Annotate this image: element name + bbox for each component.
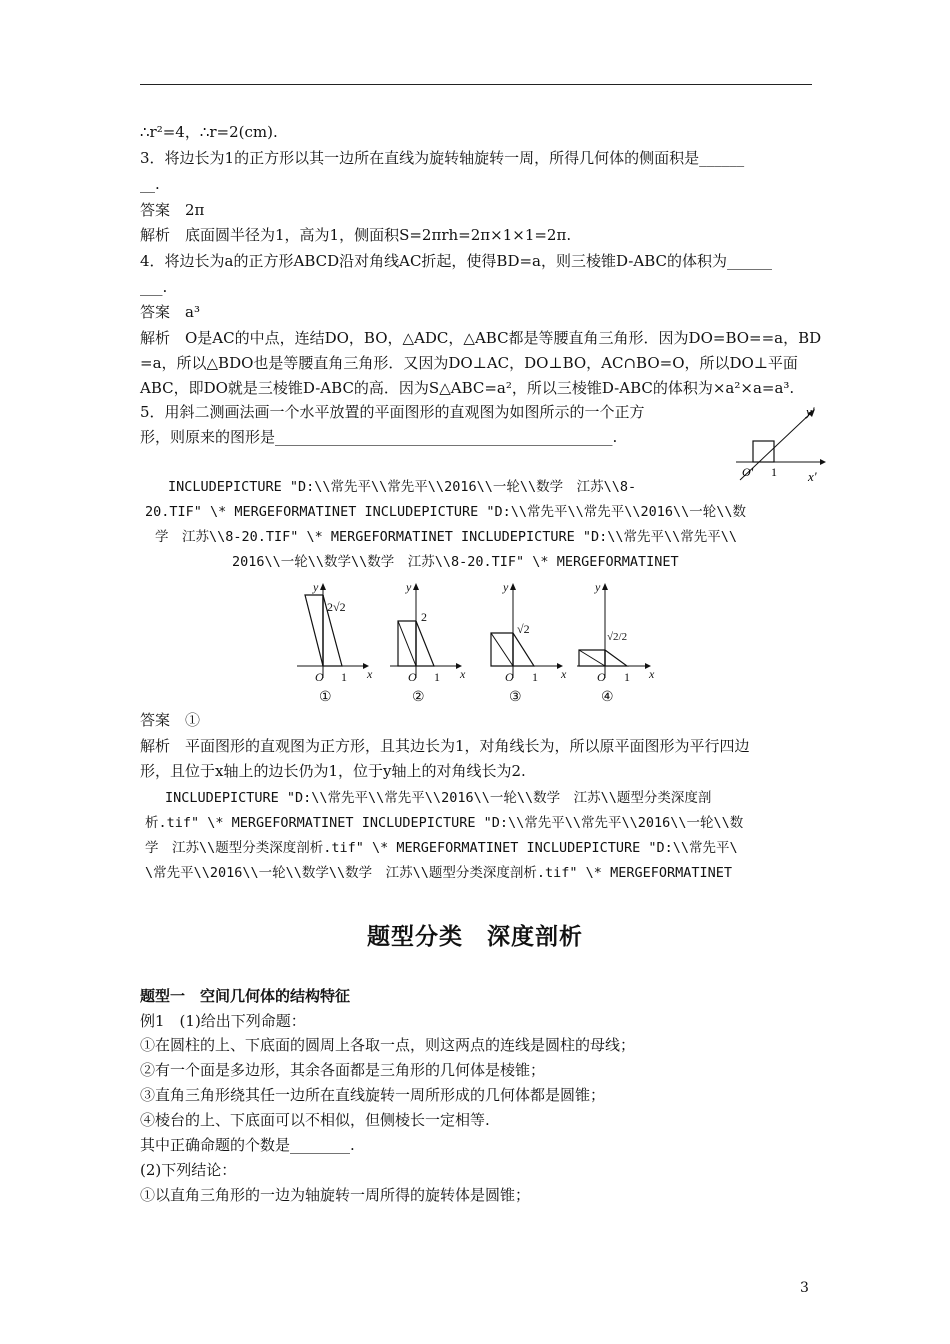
option-number: ④ — [601, 690, 614, 705]
text-line: ___. — [140, 278, 168, 296]
header-rule — [140, 84, 812, 85]
subsection-heading: 题型一 空间几何体的结构特征 — [140, 987, 351, 1005]
option-figure-2 — [390, 580, 466, 705]
text-line: __. — [140, 175, 160, 193]
text-line: 答案 a³ — [140, 303, 200, 321]
field-code-line: \常先平\\2016\\一轮\\数学\\数学 江苏\\题型分类深度剖析.tif" \* MERGEFORMATINET — [145, 865, 732, 881]
height-label: 2√2 — [327, 600, 346, 614]
text-line: 解析 平面图形的直观图为正方形，且其边长为1，对角线长为，所以原平面图形为平行四边 — [140, 737, 750, 755]
axis-x: x — [649, 667, 655, 681]
axis-y-label: y' — [806, 404, 815, 419]
text-line: ③直角三角形绕其任一边所在直线旋转一周所形成的几何体都是圆锥； — [140, 1086, 606, 1104]
unit-one: 1 — [341, 670, 347, 684]
text-line: 解析 底面圆半径为1，高为1，侧面积S=2πrh=2π×1×1=2π. — [140, 226, 572, 244]
axis-x: x — [367, 667, 373, 681]
height-label: √2/2 — [607, 631, 628, 643]
text-line: 形，且位于x轴上的边长仍为1，位于y轴上的对角线长为2. — [140, 762, 526, 780]
option-figure-4 — [577, 580, 655, 705]
text-line: (2)下列结论： — [140, 1161, 237, 1179]
field-code-line: 析.tif" \* MERGEFORMATINET INCLUDEPICTURE "D:\\常先平\\常先平\\2016\\一轮\\数 — [145, 815, 744, 831]
option-number: ② — [412, 690, 425, 705]
page-number: 3 — [800, 1280, 809, 1296]
field-code-line: INCLUDEPICTURE "D:\\常先平\\常先平\\2016\\一轮\\数学 江苏\\8- — [168, 479, 637, 495]
text-line: 答案 ① — [140, 711, 201, 729]
option-number: ① — [319, 690, 332, 705]
field-code-line: 20.TIF" \* MERGEFORMATINET INCLUDEPICTURE "D:\\常先平\\常先平\\2016\\一轮\\数 — [145, 504, 747, 520]
text-line: 形，则原来的图形是_____________________________________________. — [140, 428, 618, 446]
origin: O — [408, 670, 417, 684]
origin: O — [315, 670, 324, 684]
text-line: 解析 O是AC的中点，连结DO，BO，△ADC，△ABC都是等腰直角三角形．因为DO=BO==a，BD — [140, 329, 822, 347]
height-label: 2 — [421, 610, 427, 624]
field-code-line: 学 江苏\\8-20.TIF" \* MERGEFORMATINET INCLUDEPICTURE "D:\\常先平\\常先平\\ — [155, 529, 738, 545]
field-code-line: 学 江苏\\题型分类深度剖析.tif" \* MERGEFORMATINET INCLUDEPICTURE "D:\\常先平\ — [145, 840, 738, 856]
text-line: 答案 2π — [140, 201, 205, 219]
axis-y: y — [595, 580, 601, 594]
text-line: 4．将边长为a的正方形ABCD沿对角线AC折起，使得BD=a，则三棱锥D-ABC的体积为______ — [140, 252, 772, 270]
origin: O — [505, 670, 514, 684]
origin: O — [597, 670, 606, 684]
section-heading: 题型分类 深度剖析 — [367, 924, 583, 950]
one-label: 1 — [771, 465, 777, 479]
option-figure-1 — [297, 580, 373, 705]
unit-one: 1 — [624, 670, 630, 684]
text-line: 例1 (1)给出下列命题： — [140, 1012, 306, 1030]
text-line: =a，所以△BDO也是等腰直角三角形．又因为DO⊥AC，DO⊥BO，AC∩BO=O，所以DO⊥平面 — [140, 354, 798, 372]
text-line: ④棱台的上、下底面可以不相似，但侧棱长一定相等. — [140, 1111, 490, 1129]
text-line: 3．将边长为1的正方形以其一边所在直线为旋转轴旋转一周，所得几何体的侧面积是______ — [140, 149, 745, 167]
height-label: √2 — [517, 622, 530, 636]
text-line: ①在圆柱的上、下底面的圆周上各取一点，则这两点的连线是圆柱的母线； — [140, 1036, 636, 1054]
unit-one: 1 — [532, 670, 538, 684]
axis-y: y — [503, 580, 509, 594]
unit-one: 1 — [434, 670, 440, 684]
text-line: ②有一个面是多边形，其余各面都是三角形的几何体是棱锥； — [140, 1061, 546, 1079]
text-line: ①以直角三角形的一边为轴旋转一周所得的旋转体是圆锥； — [140, 1186, 531, 1204]
option-figure-3 — [491, 580, 567, 705]
axis-x: x — [561, 667, 567, 681]
text-line: 其中正确命题的个数是________. — [140, 1136, 355, 1154]
axis-x: x — [460, 667, 466, 681]
field-code-line: 2016\\一轮\\数学\\数学 江苏\\8-20.TIF" \* MERGEFORMATINET — [232, 554, 679, 570]
axis-x-label: x' — [808, 469, 817, 484]
axis-y: y — [406, 580, 412, 594]
figure-small-square — [728, 404, 828, 486]
text-line: 5．用斜二测画法画一个水平放置的平面图形的直观图为如图所示的一个正方 — [140, 403, 645, 421]
axis-y: y — [313, 580, 319, 594]
text-line: ABC，即DO就是三棱锥D-ABC的高．因为S△ABC=a²，所以三棱锥D-ABC的体积为×a²×a=a³. — [140, 379, 795, 397]
figure-options — [295, 578, 675, 706]
option-number: ③ — [509, 690, 522, 705]
origin-label: O' — [742, 465, 754, 479]
text-line: ∴r²=4，∴r=2(cm). — [140, 123, 278, 141]
field-code-line: INCLUDEPICTURE "D:\\常先平\\常先平\\2016\\一轮\\数学 江苏\\题型分类深度剖 — [165, 790, 712, 806]
